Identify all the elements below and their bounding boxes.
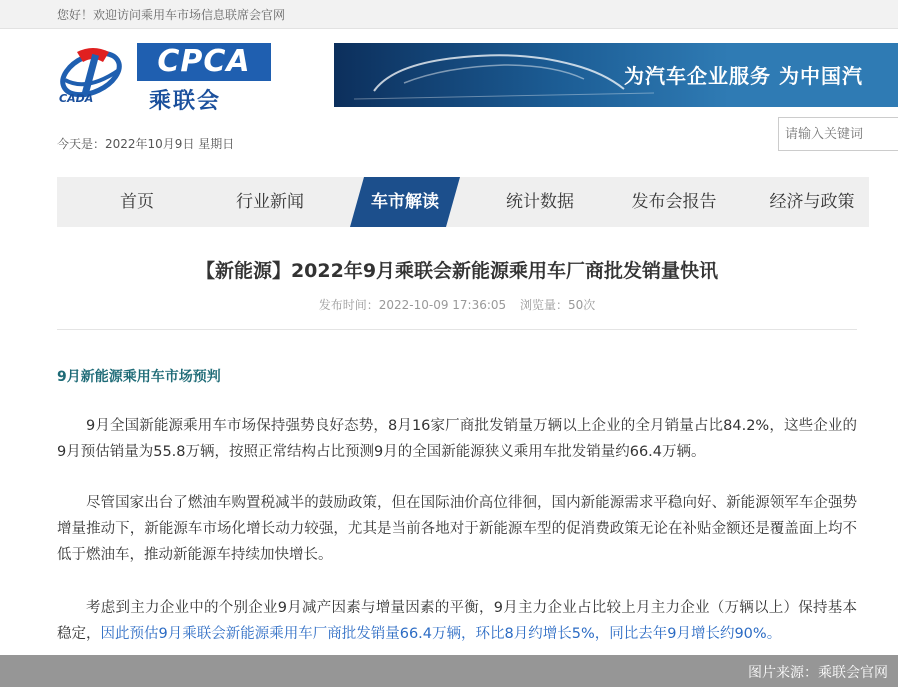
image-source-caption [0,655,898,687]
paragraph-3-highlight: 因此预估9月乘联会新能源乘用车厂商批发销量66.4万辆，环比8月约增长5%，同比去年9月增长约90%。 [100,626,782,642]
logo-cada-text: CADA [59,92,94,105]
view-count: 浏览量：50次 [520,298,596,312]
banner-slogan: 为汽车企业服务 为中国汽 [624,64,863,88]
article-meta [57,296,857,313]
paragraph-2: 尽管国家出台了燃油车购置税减半的鼓励政策，但在国际油价高位徘徊，国内新能源需求平稳向好、新能源领军车企强势增量推动下，新能源车市场化增长动力较强，尤其是当前各地对于新能源车型的促消费政策无论在补贴金额还是覆盖面上均不低于燃油车，推动新能源车持续加快增长。 [57,495,857,563]
nav-item-industry-news[interactable]: 行业新闻 [236,192,304,212]
header-banner [334,43,898,107]
nav-item-economy-policy[interactable]: 经济与政策 [769,192,855,212]
top-bar [0,0,898,29]
nav-item-home[interactable]: 首页 [120,192,154,212]
nav-item-press-reports[interactable]: 发布会报告 [631,192,717,212]
nav-active-label: 车市解读 [371,192,439,212]
title-divider [57,329,857,330]
paragraph-3 [57,595,857,647]
logo-cn-text: 乘联会 [149,89,222,114]
logo-cpca-text: CPCA [137,43,271,81]
section-heading: 9月新能源乘用车市场预判 [57,369,221,385]
paragraph-1: 9月全国新能源乘用车市场保持强势良好态势，8月16家厂商批发销量万辆以上企业的全月销量占比84.2%，这些企业的9月预估销量为55.8万辆，按照正常结构占比预测9月的全国新能源狭义乘用车批发销量约66.4万辆。 [57,418,857,460]
paragraph-3-text: 考虑到主力企业中的个别企业9月减产因素与增量因素的平衡，9月主力企业占比较上月主力企业（万辆以上）保持基本稳定， [57,600,857,642]
search-input[interactable] [778,117,898,151]
cpca-logo[interactable] [57,40,267,114]
current-date: 今天是：2022年10月9日 星期日 [57,137,235,151]
welcome-text: 您好！欢迎访问乘用车市场信息联席会官网 [57,8,286,22]
nav-item-statistics[interactable]: 统计数据 [506,192,574,212]
caption-text: 图片来源：乘联会官网 [748,665,888,681]
nav-item-market-analysis[interactable] [350,177,460,227]
publish-time: 发布时间：2022-10-09 17:36:05 [318,298,507,312]
article-title: 【新能源】2022年9月乘联会新能源乘用车厂商批发销量快讯 [195,260,719,282]
main-nav [57,177,869,227]
